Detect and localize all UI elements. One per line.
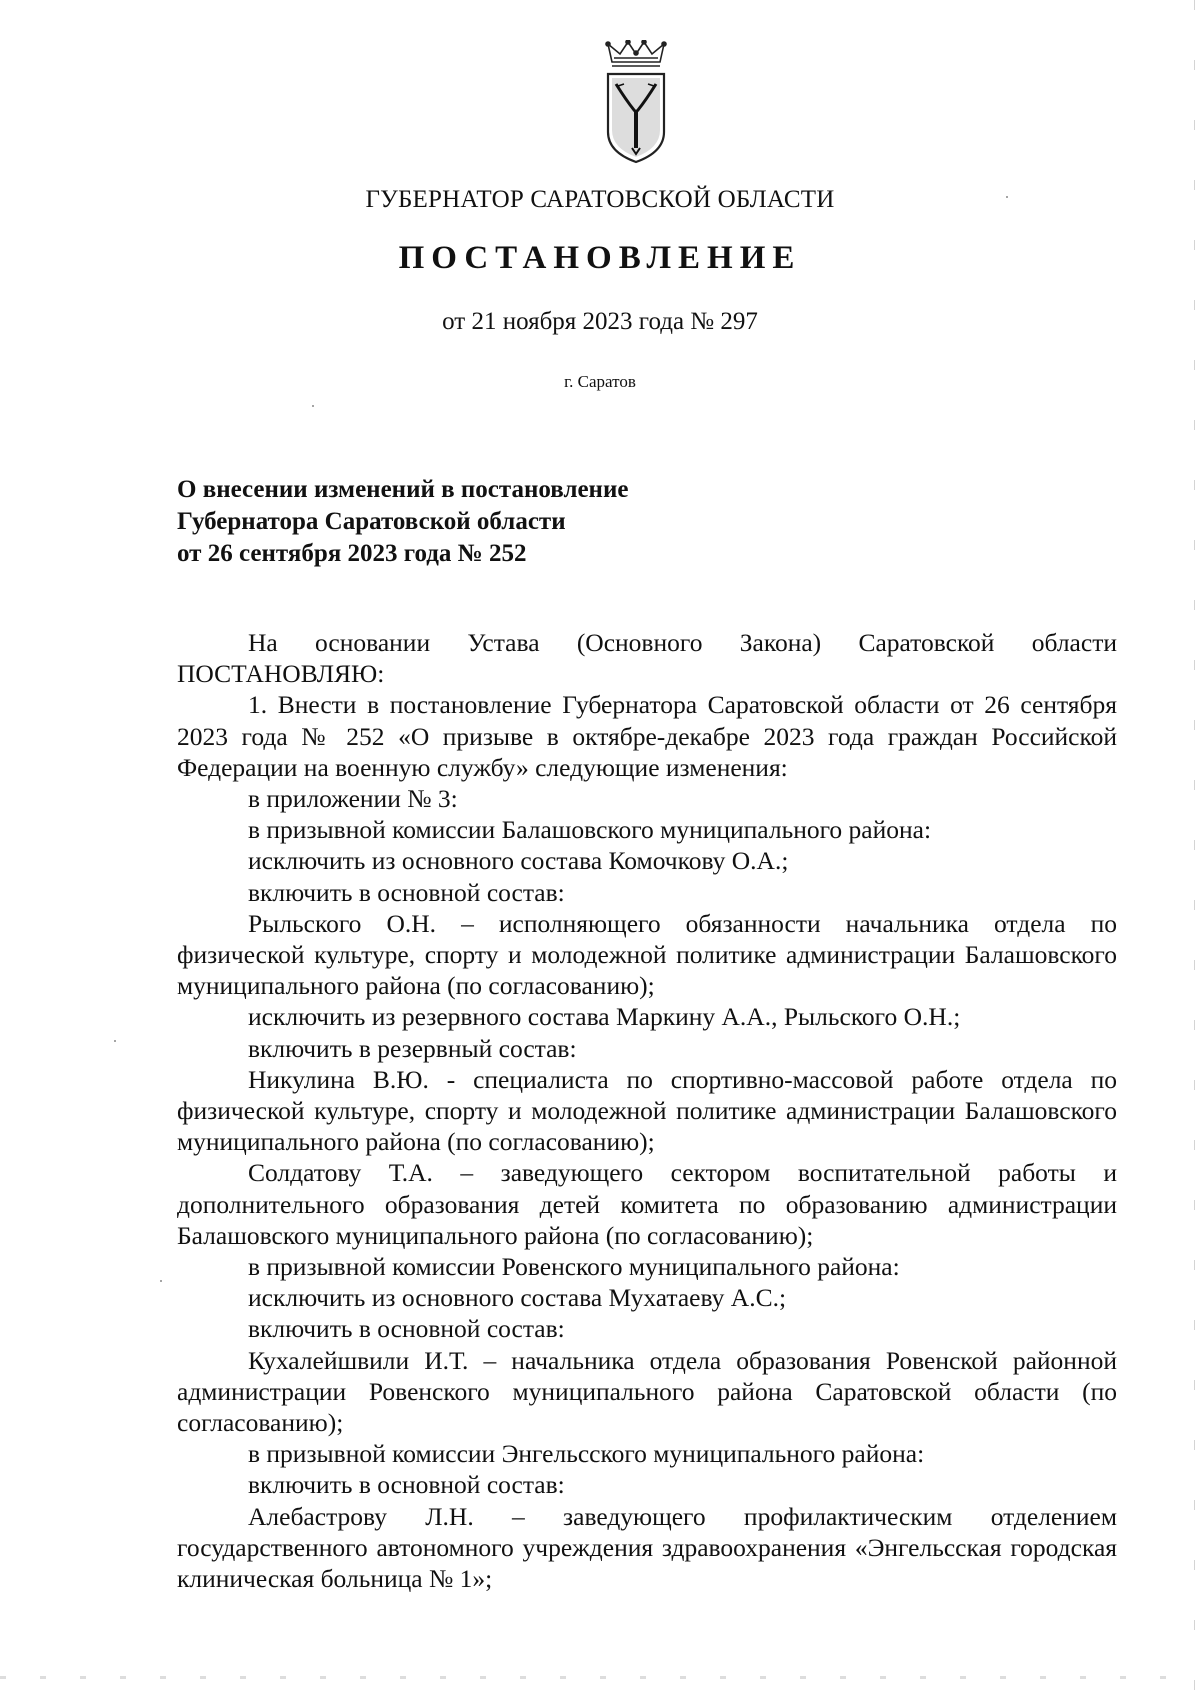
body-paragraph: в призывной комиссии Энгельсского муниципального района: bbox=[248, 1439, 925, 1469]
subject-line: Губернатора Саратовской области bbox=[177, 508, 566, 535]
body-paragraph: включить в резервный состав: bbox=[248, 1033, 577, 1063]
body-paragraph: в призывной комиссии Балашовского муниципального района: bbox=[248, 815, 932, 845]
body-paragraph: Алебастрову Л.Н. – заведующего профилактическим отделением государственного автономного учреждения здравоохранения «Энгельсская городская клиническая больница № 1»; bbox=[177, 1501, 1117, 1594]
body-paragraph: 1. Внести в постановление Губернатора Саратовской области от 26 сентября 2023 года № 252 «О призыве в октябре-декабре 2023 года граждан Российской Федерации на военную службу» следующие изменения: bbox=[177, 690, 1117, 782]
body-paragraph: включить в основной состав: bbox=[248, 1470, 565, 1500]
document-date-number: от 21 ноября 2023 года № 297 bbox=[442, 308, 758, 335]
scan-speck bbox=[114, 1040, 116, 1042]
body-paragraph: На основании Устава (Основного Закона) Саратовской области ПОСТАНОВЛЯЮ: bbox=[177, 628, 1117, 689]
body-paragraph: Кухалейшвили И.Т. – начальника отдела образования Ровенской районной администрации Ровенского муниципального района Саратовской области (по согласованию); bbox=[177, 1345, 1117, 1438]
scan-speck bbox=[312, 405, 314, 407]
body-paragraph: Никулина В.Ю. - специалиста по спортивно-массовой работе отдела по физической культуре, спорту и молодежной политике администрации Балашовского муниципального района (по согласованию); bbox=[177, 1064, 1117, 1157]
document-subject bbox=[177, 474, 897, 570]
body-paragraph: исключить из основного состава Комочкову О.А.; bbox=[248, 846, 789, 876]
document-body bbox=[177, 627, 1117, 1594]
scan-edge-noise bbox=[0, 1676, 1200, 1679]
body-paragraph: исключить из резервного состава Маркину А.А., Рыльского О.Н.; bbox=[248, 1002, 961, 1032]
document-city: г. Саратов bbox=[564, 372, 636, 391]
document-type-title: ПОСТАНОВЛЕНИЕ bbox=[398, 240, 802, 276]
scan-edge-line bbox=[1194, 0, 1195, 1691]
body-paragraph: в приложении № 3: bbox=[248, 784, 458, 814]
body-paragraph: включить в основной состав: bbox=[248, 1314, 565, 1344]
scan-speck bbox=[1006, 196, 1008, 198]
body-paragraph: Солдатову Т.А. – заведующего сектором воспитательной работы и дополнительного образования детей комитета по образованию администрации Балашовского муниципального района (по согласованию); bbox=[177, 1158, 1117, 1250]
coat-of-arms-icon bbox=[598, 40, 674, 168]
issuing-authority: ГУБЕРНАТОР САРАТОВСКОЙ ОБЛАСТИ bbox=[365, 186, 835, 213]
subject-line: О внесении изменений в постановление bbox=[177, 476, 629, 503]
body-paragraph: включить в основной состав: bbox=[248, 877, 565, 907]
body-paragraph: в призывной комиссии Ровенского муниципального района: bbox=[248, 1252, 900, 1282]
scan-speck bbox=[160, 1280, 162, 1282]
body-paragraph: Рыльского О.Н. – исполняющего обязанности начальника отдела по физической культуре, спорту и молодежной политике администрации Балашовского муниципального района (по согласованию); bbox=[177, 908, 1117, 1001]
body-paragraph: исключить из основного состава Мухатаеву А.С.; bbox=[248, 1283, 787, 1313]
subject-line: от 26 сентября 2023 года № 252 bbox=[177, 540, 527, 567]
